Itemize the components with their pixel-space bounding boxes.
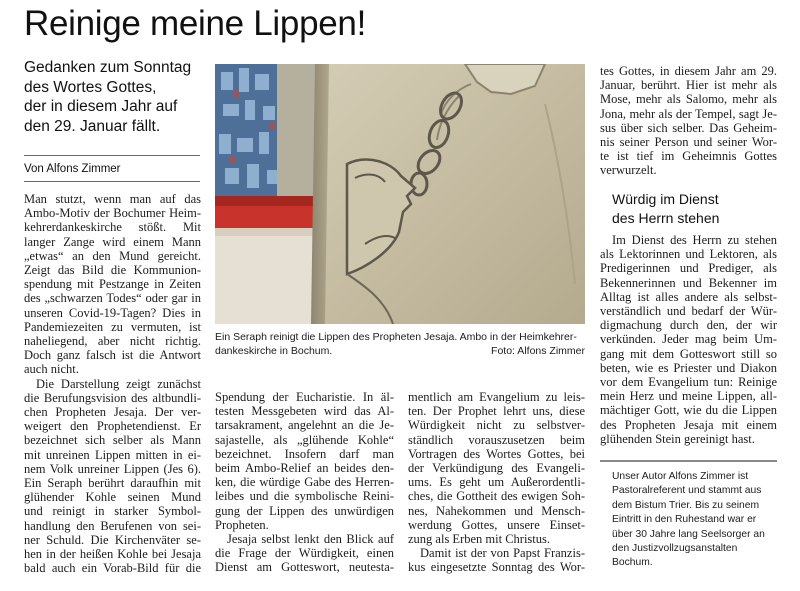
text-line: ums. Es geht um Außerordentli-: [408, 475, 585, 490]
text-line: nem Volk unreiner Lippen (Jes 6).: [24, 461, 201, 476]
text-line: digmachung durch den, der wir: [600, 318, 777, 333]
text-line: handlung den Berufenen von sei-: [24, 518, 201, 533]
text-line: verwurzelt.: [600, 163, 657, 178]
text-line: mit unreinen Lippen mitten in ei-: [24, 447, 201, 462]
text-line: Bekennerinnen und Bekenner im: [600, 275, 777, 290]
caption-line: dankeskirche in Bochum.: [215, 345, 333, 357]
column-4-bottom: [600, 233, 777, 446]
text-line: bezeichnet. Insofern darf man: [215, 446, 394, 461]
column-1: [24, 192, 201, 575]
text-line: sajastelle, als „glühende Kohle“: [215, 432, 394, 447]
text-line: zung als Erben mit Christus.: [408, 532, 550, 547]
text-line: Würdigkeit nicht zu selbstver-: [408, 418, 585, 433]
text-line: te ist tief im Geheimnis Gottes: [600, 149, 777, 164]
text-line: „etwas“ an den Mund gereicht.: [24, 248, 201, 263]
text-line: Spendung der Eucharistie. In äl-: [215, 390, 394, 404]
bio-line: Unser Autor Alfons Zimmer ist: [612, 471, 749, 482]
subline-line: Gedanken zum Sonntag: [24, 59, 192, 76]
text-line: glühenden Stein gereinigt hast.: [600, 431, 755, 446]
text-line: Propheten.: [215, 517, 269, 532]
text-line: sus über sich selber. Das Geheim-: [600, 120, 777, 135]
text-line: Vortragen des Wortes Gottes, bei: [408, 446, 585, 461]
text-line: beten, wie es Priester und Diakon: [600, 360, 777, 375]
text-line: ner Schuld. Die Kirchenväter se-: [24, 532, 201, 547]
text-line: nes, Nahekommen und Mensch-: [408, 503, 585, 518]
ambo-relief-photo: [215, 64, 585, 324]
text-line: leibes und die symbolische Reini-: [215, 489, 394, 504]
text-line: werdung Gottes, unsere Einset-: [408, 517, 585, 532]
text-line: Man stutzt, wenn man auf das: [24, 192, 201, 206]
text-line: tarsakrament, angelehnt an die Je-: [215, 418, 394, 433]
text-line: verständlich und bedarf der Wür-: [600, 304, 777, 319]
text-line: ständlich vorauszusetzen beim: [408, 432, 585, 447]
text-line: hen in der heißen Kohle bei Jesaja: [24, 547, 201, 562]
text-line: weigert den Prophetendienst. Er: [24, 419, 201, 434]
text-line: auch nicht.: [24, 362, 79, 377]
text-line: Dienst am Gotteswort, neutesta-: [215, 560, 394, 575]
text-line: Jona, mehr als der Tempel, sagt Je-: [600, 106, 777, 121]
text-line: Alltag ist alles andere als selbst-: [600, 289, 777, 304]
text-line: Damit ist der von Papst Franzis-: [420, 546, 585, 561]
text-line: Januar, berührt. Hier ist mehr als: [600, 78, 777, 93]
text-line: tes Gottes, in diesem Jahr am 29.: [600, 64, 777, 78]
text-line: ches, die Gottheit des ewigen Soh-: [408, 489, 585, 504]
byline-divider: [24, 181, 200, 182]
bio-line: über 30 Jahre lang Seelsorger an: [612, 528, 765, 540]
text-line: nis seiner Person und seiner Wor-: [600, 135, 777, 150]
text-line: Doch ganz falsch ist die Antwort: [24, 348, 201, 363]
subheading: [612, 190, 777, 228]
subline: [24, 58, 214, 136]
text-line: kehrerdankeskirche stößt. Mit: [24, 220, 201, 235]
text-line: und reinigt in starker Symbol-: [24, 504, 201, 519]
text-line: Ein Seraph berührt daraufhin mit: [24, 476, 201, 491]
text-line: testen Messgebeten wird das Al-: [215, 404, 394, 419]
subline-divider: [24, 155, 200, 156]
text-line: der Verkündigung des Evangeli-: [408, 461, 585, 476]
text-line: des Propheten Jesaja mit einem: [600, 417, 777, 432]
text-line: vor dem Evangelium tun: Reinige: [600, 375, 777, 390]
subline-line: den 29. Januar fällt.: [24, 117, 161, 135]
text-line: spendung mit Pestzange in Zeiten: [24, 277, 201, 292]
photo-credit: Foto: Alfons Zimmer: [491, 345, 585, 357]
text-line: die Frage der Würdigkeit, einen: [215, 546, 394, 561]
text-line: mentlich am Evangelium zu leis-: [408, 390, 585, 404]
text-line: Predigerinnen und Prediger, als: [600, 261, 777, 276]
text-line: chen Propheten Jesaja. Der ver-: [24, 405, 201, 420]
bio-divider: [600, 460, 777, 462]
text-line: mein Herz und meine Lippen, all-: [600, 389, 777, 404]
text-line: die Berufungsvision des altbundli-: [24, 390, 201, 405]
bio-line: dem Bistum Trier. Bis zu seinem: [612, 499, 760, 511]
text-line: Zeigt das Bild die Kommunion-: [24, 263, 201, 278]
text-line: Jesaja selbst lenkt den Blick auf: [227, 532, 394, 547]
caption-line: Ein Seraph reinigt die Lippen des Propheten Jesaja. Ambo in der Heimkehrer-: [215, 331, 577, 343]
text-line: Ambo-Motiv der Bochumer Heim-: [24, 206, 201, 221]
bio-line: Bochum.: [612, 557, 653, 569]
text-line: als Lektorinnen und Lektoren, als: [600, 247, 777, 262]
column-3: [408, 390, 585, 575]
subheading-line: des Herrn stehen: [612, 210, 720, 226]
text-line: gang mit dem Gotteswort still so: [600, 346, 777, 361]
text-line: unseren Covid-19-Tagen? Dies in: [24, 305, 201, 320]
text-line: Die Darstellung zeigt zunächst: [36, 376, 201, 391]
subline-line: der in diesem Jahr auf: [24, 98, 178, 115]
text-line: Mose, mehr als Salomo, mehr als: [600, 92, 777, 107]
text-line: bald auch ein Vorab-Bild für die: [24, 561, 201, 576]
caption-line-2: [215, 344, 585, 358]
text-line: langer Zange wird einem Mann: [24, 234, 201, 249]
text-line: mächtiger Gott, wie du die Lippen: [600, 403, 777, 418]
text-line: naheliegend, aber nicht richtig.: [24, 334, 201, 349]
column-2: [215, 390, 394, 575]
bio-line: Pastoralreferent und stammt aus: [612, 485, 762, 497]
column-4-top: [600, 64, 777, 178]
text-line: ten. Der Prophet lehrt uns, diese: [408, 404, 585, 419]
subheading-line: Würdig im Dienst: [612, 191, 719, 207]
byline: Von Alfons Zimmer: [24, 163, 121, 175]
text-line: gung der Lippen des unwürdigen: [215, 503, 394, 518]
text-line: des „schwarzen Todes“ oder gar in: [24, 291, 201, 306]
text-line: glühender Kohle seinen Mund: [24, 490, 201, 505]
author-bio: [612, 470, 782, 571]
headline: Reinige meine Lippen!: [24, 4, 366, 43]
photo-caption: [215, 330, 585, 358]
text-line: kus eingesetzte Sonntag des Wor-: [408, 560, 585, 575]
article-photo: [215, 64, 585, 324]
bio-line: Eintritt in den Ruhestand war er: [612, 514, 757, 526]
text-line: ken, die würdige Gabe des Herren-: [215, 475, 394, 490]
text-line: verkünden. Jeder mag beim Um-: [600, 332, 777, 347]
text-line: Pandemiezeiten zu vermuten, ist: [24, 319, 201, 334]
text-line: Im Dienst des Herrn zu stehen: [612, 233, 777, 247]
text-line: beim Ambo-Relief an beides den-: [215, 461, 394, 476]
text-line: bezeichnet sich selber als Mann: [24, 433, 201, 448]
bio-line: den Justizvollzugsanstalten: [612, 543, 738, 555]
subline-line: des Wortes Gottes,: [24, 78, 157, 96]
